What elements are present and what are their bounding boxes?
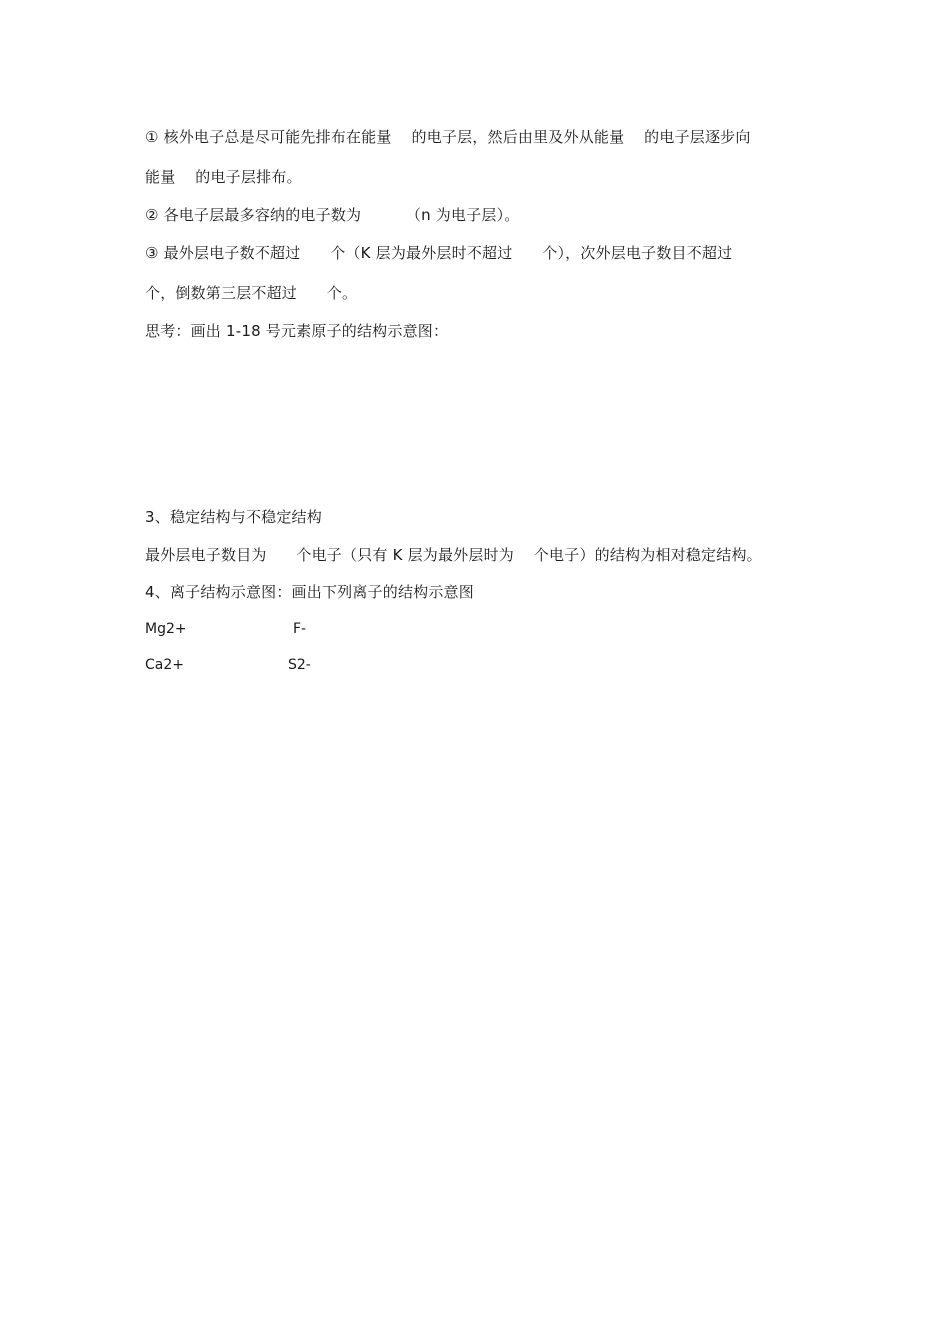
ion-f: F- [293,621,307,637]
section4-heading: 4、离子结构示意图：画出下列离子的结构示意图 [145,583,474,601]
section3-heading: 3、稳定结构与不稳定结构 [145,508,322,526]
section3-text: 最外层电子数目为 个电子（只有 K 层为最外层时为 个电子）的结构为相对稳定结构。 [145,546,762,564]
rule3-line2: 个，倒数第三层不超过 个。 [145,284,358,302]
rule1-line2: 能量 的电子层排布。 [145,168,302,186]
ion-ca: Ca2+ [145,657,184,673]
ion-s: S2- [288,657,311,673]
rule1-line1: ① 核外电子总是尽可能先排布在能量 的电子层，然后由里及外从能量 的电子层逐步向 [145,128,751,146]
rule2-text: ② 各电子层最多容纳的电子数为 （n 为电子层）。 [145,206,520,224]
think-prompt: 思考：画出 1-18 号元素原子的结构示意图： [145,322,449,340]
rule3-line1: ③ 最外层电子数不超过 个（K 层为最外层时不超过 个），次外层电子数目不超过 [145,244,733,262]
ion-mg: Mg2+ [145,621,187,637]
